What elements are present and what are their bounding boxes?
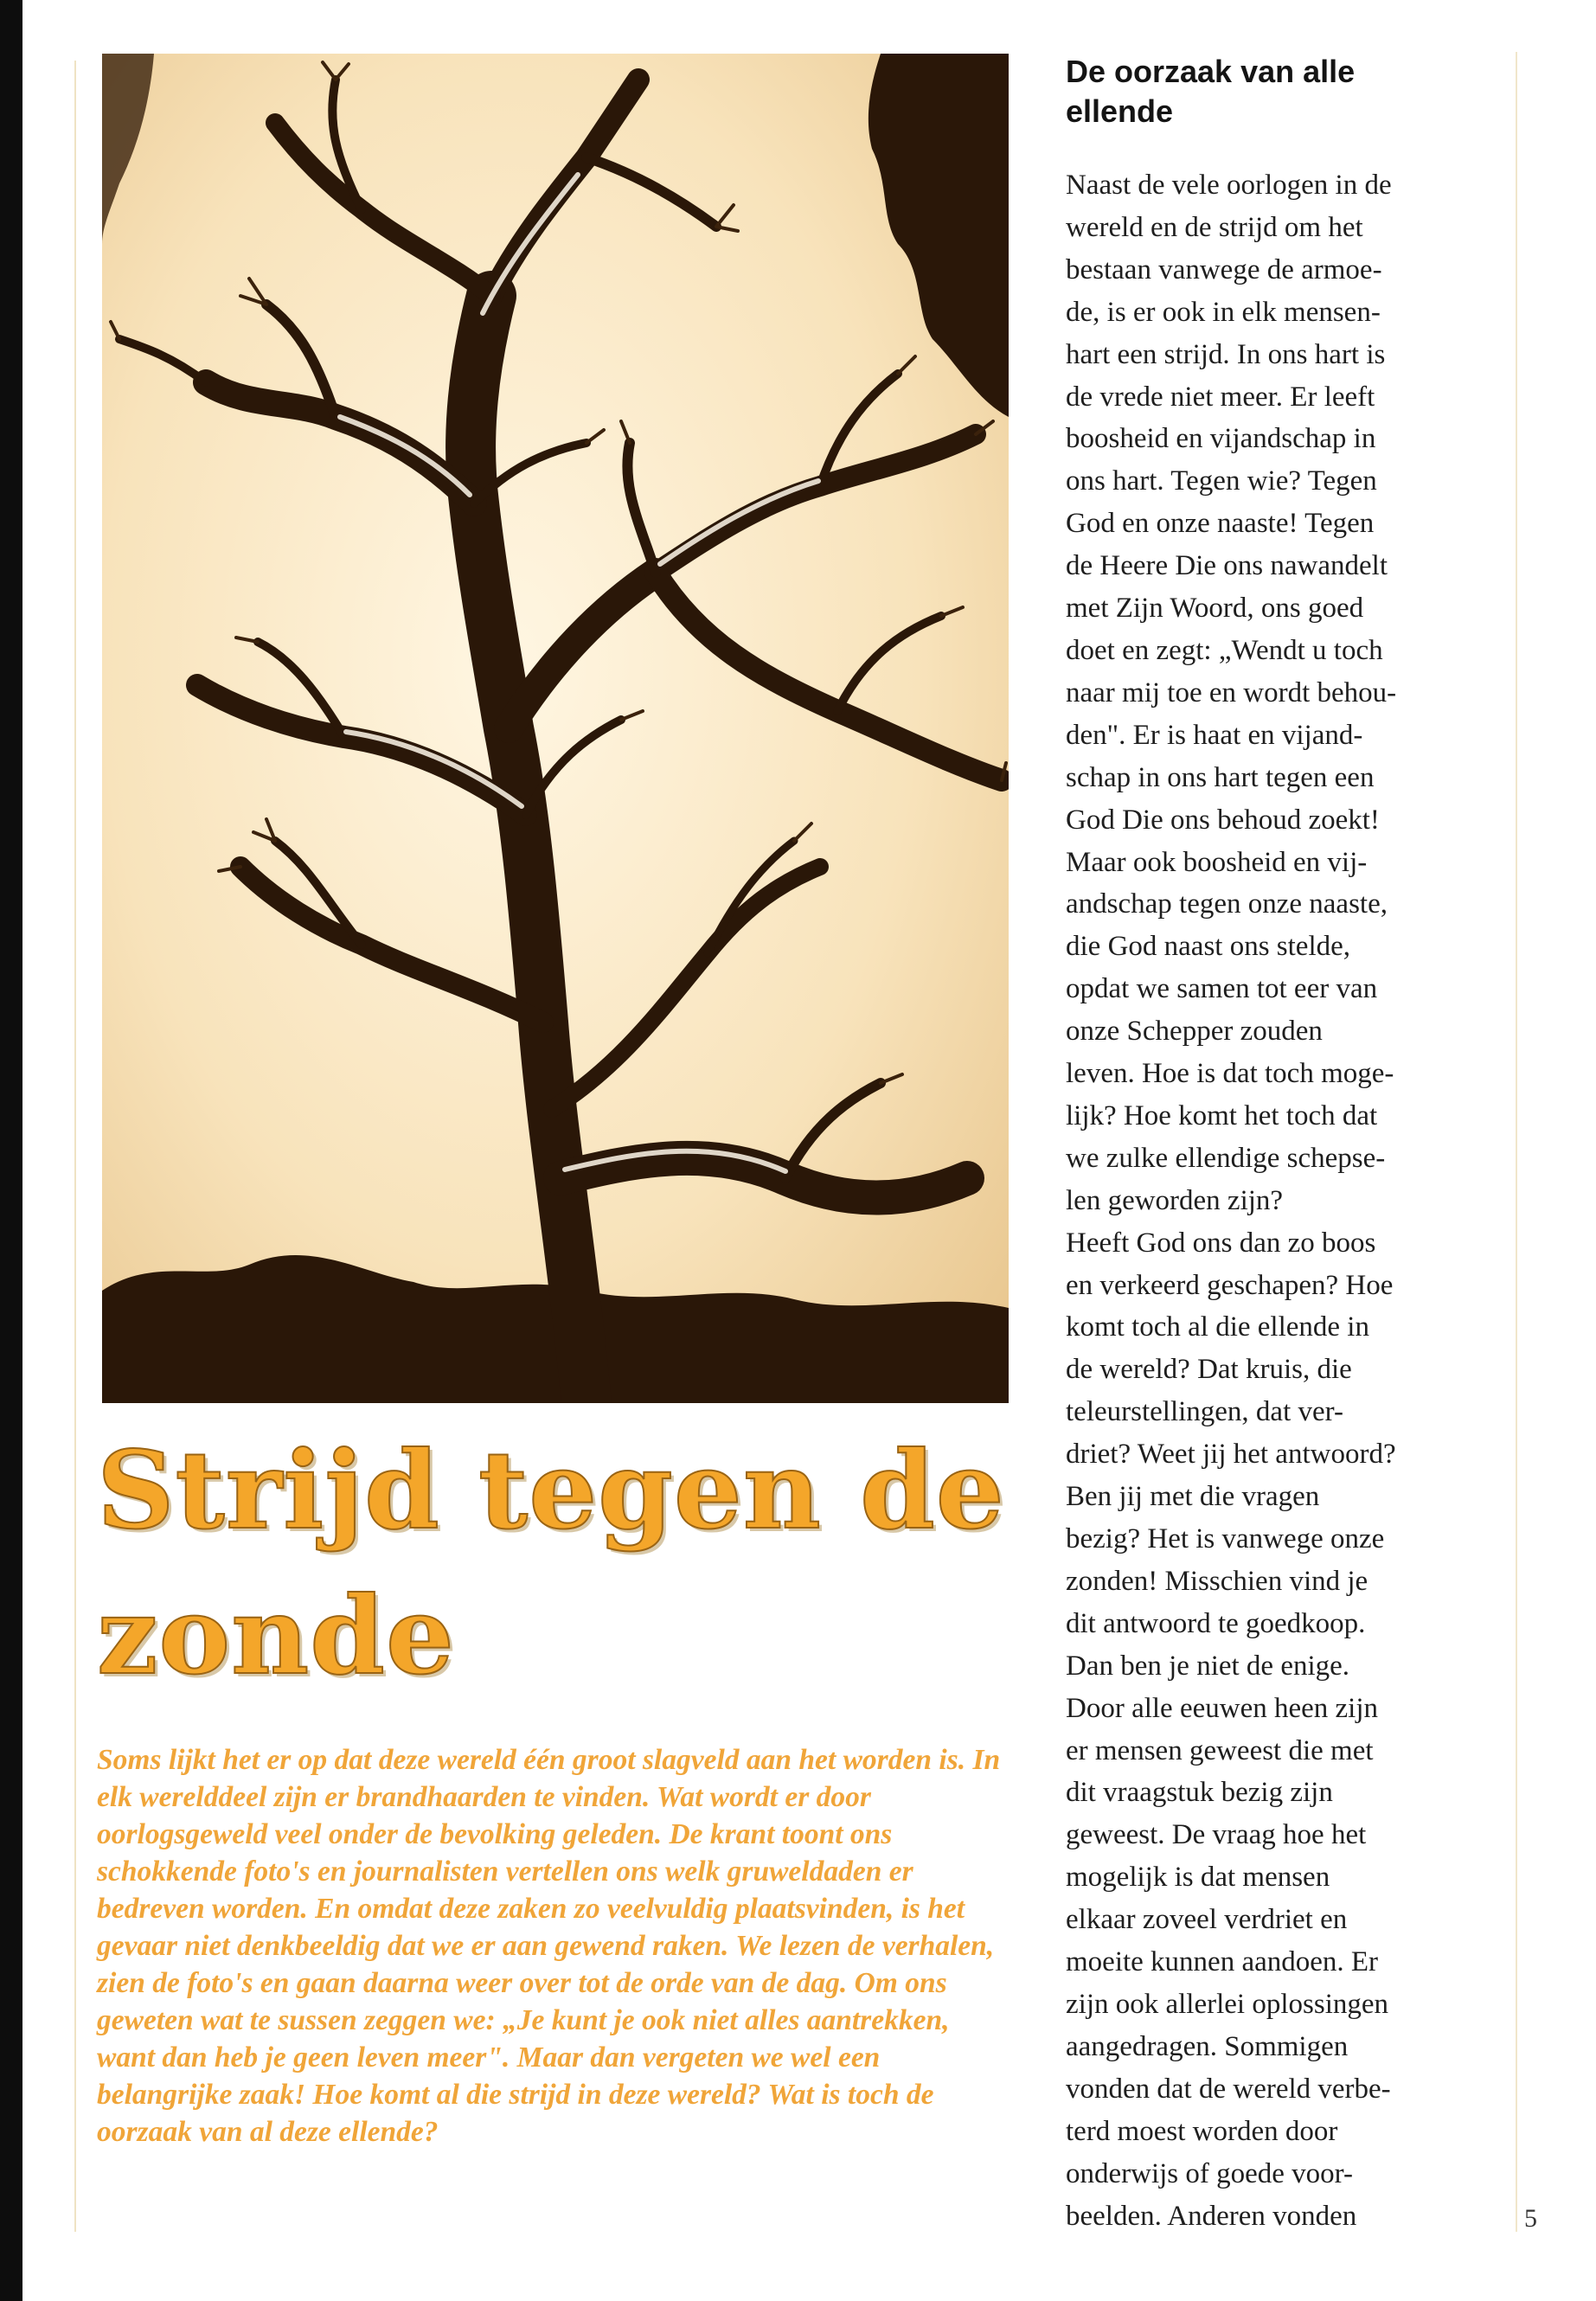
body-line: zijn ook allerlei oplossingen — [1066, 1988, 1389, 2020]
body-line: leven. Hoe is dat toch moge- — [1066, 1058, 1394, 1090]
body-line: Heeft God ons dan zo boos — [1066, 1227, 1376, 1259]
body-line: opdat we samen tot eer van — [1066, 973, 1378, 1005]
body-line: vonden dat de wereld verbe- — [1066, 2073, 1391, 2105]
body-line: den". Er is haat en vijand- — [1066, 719, 1363, 751]
page-number: 5 — [1524, 2204, 1537, 2233]
tree-photo — [102, 54, 1009, 1403]
body-line: Naast de vele oorlogen in de — [1066, 170, 1392, 201]
body-line: er mensen geweest die met — [1066, 1734, 1374, 1766]
body-line: elkaar zoveel verdriet en — [1066, 1904, 1348, 1936]
body-line: bezig? Het is vanwege onze — [1066, 1523, 1385, 1554]
body-line: de, is er ook in elk mensen- — [1066, 296, 1381, 328]
headline — [97, 1419, 1031, 1709]
body-line: God Die ons behoud zoekt! — [1066, 804, 1380, 836]
column-body — [1066, 164, 1516, 2237]
body-line: Ben jij met die vragen — [1066, 1481, 1320, 1513]
body-line: driet? Weet jij het antwoord? — [1066, 1439, 1396, 1471]
body-line: andschap tegen onze naaste, — [1066, 888, 1388, 920]
body-line: dit vraagstuk bezig zijn — [1066, 1777, 1333, 1809]
body-line: len geworden zijn? — [1066, 1184, 1284, 1216]
body-line: God en onze naaste! Tegen — [1066, 508, 1375, 540]
body-line: de wereld? Dat kruis, die — [1066, 1354, 1352, 1386]
body-line: lijk? Hoe komt het toch dat — [1066, 1099, 1378, 1131]
body-line: boosheid en vijandschap in — [1066, 423, 1376, 455]
body-line: naar mij toe en wordt behou- — [1066, 676, 1397, 708]
intro-paragraph: Soms lijkt het er op dat deze wereld één groot slagveld aan het worden is. In elk werelddeel zijn er brandhaarden te vinden. Wat wordt er door oorlogsgeweld veel onder de bevolking geleden. De krant toont ons schokkende foto's en journalisten vertellen ons welk gruweldaden er bedreven worden. En omdat deze zaken zo veelvuldig plaatsvinden, is het gevaar niet denkbeeldig dat we er aan gewend raken. We lezen de verhalen, zien de foto's en gaan daarna weer over tot de orde van de dag. Om ons geweten wat te sussen zeggen we: „Je kunt je ook niet alles aantrekken, want dan heb je geen leven meer". Maar dan vergeten we wel een belangrijke zaak! Hoe komt al die strijd in deze wereld? Wat is toch de oorzaak van al deze ellende? — [97, 1744, 1001, 2148]
body-line: ons hart. Tegen wie? Tegen — [1066, 465, 1377, 497]
binding-spine — [0, 0, 22, 2301]
body-line: zonden! Misschien vind je — [1066, 1565, 1368, 1597]
body-line: wereld en de strijd om het — [1066, 211, 1363, 243]
body-line: we zulke ellendige schepse- — [1066, 1142, 1386, 1174]
column-heading — [1066, 52, 1498, 131]
body-line: hart een strijd. In ons hart is — [1066, 338, 1386, 370]
body-line: onze Schepper zouden — [1066, 1016, 1323, 1048]
tree-photo-illustration — [102, 54, 1009, 1403]
body-line: geweest. De vraag hoe het — [1066, 1819, 1367, 1851]
body-line: die God naast ons stelde, — [1066, 931, 1351, 963]
body-line: komt toch al die ellende in — [1066, 1311, 1369, 1343]
body-line: de vrede niet meer. Er leeft — [1066, 381, 1375, 413]
headline-line-2: zonde — [97, 1574, 455, 1699]
body-line: schap in ons hart tegen een — [1066, 761, 1375, 793]
body-line: doet en zegt: „Wendt u toch — [1066, 634, 1383, 666]
left-margin-rule — [74, 61, 76, 2232]
body-line: Dan ben je niet de enige. — [1066, 1650, 1350, 1682]
body-line: onderwijs of goede voor- — [1066, 2157, 1353, 2189]
body-line: beelden. Anderen vonden — [1066, 2200, 1357, 2232]
body-line: en verkeerd geschapen? Hoe — [1066, 1269, 1394, 1301]
body-line: mogelijk is dat mensen — [1066, 1862, 1330, 1894]
body-line: aangedragen. Sommigen — [1066, 2030, 1349, 2062]
body-line: bestaan vanwege de armoe- — [1066, 253, 1382, 285]
body-line: Maar ook boosheid en vij- — [1066, 846, 1368, 878]
right-margin-rule — [1516, 52, 1517, 2232]
headline-line-1: Strijd tegen de — [97, 1428, 1005, 1554]
body-line: dit antwoord te goedkoop. — [1066, 1607, 1366, 1639]
column-heading-line-2: ellende — [1066, 93, 1174, 129]
body-line: de Heere Die ons nawandelt — [1066, 550, 1388, 582]
body-line: teleurstellingen, dat ver- — [1066, 1396, 1343, 1428]
body-line: terd moest worden door — [1066, 2115, 1338, 2147]
column-heading-line-1: De oorzaak van alle — [1066, 54, 1356, 89]
body-line: met Zijn Woord, ons goed — [1066, 593, 1364, 625]
body-line: moeite kunnen aandoen. Er — [1066, 1946, 1379, 1978]
body-line: Door alle eeuwen heen zijn — [1066, 1692, 1379, 1724]
